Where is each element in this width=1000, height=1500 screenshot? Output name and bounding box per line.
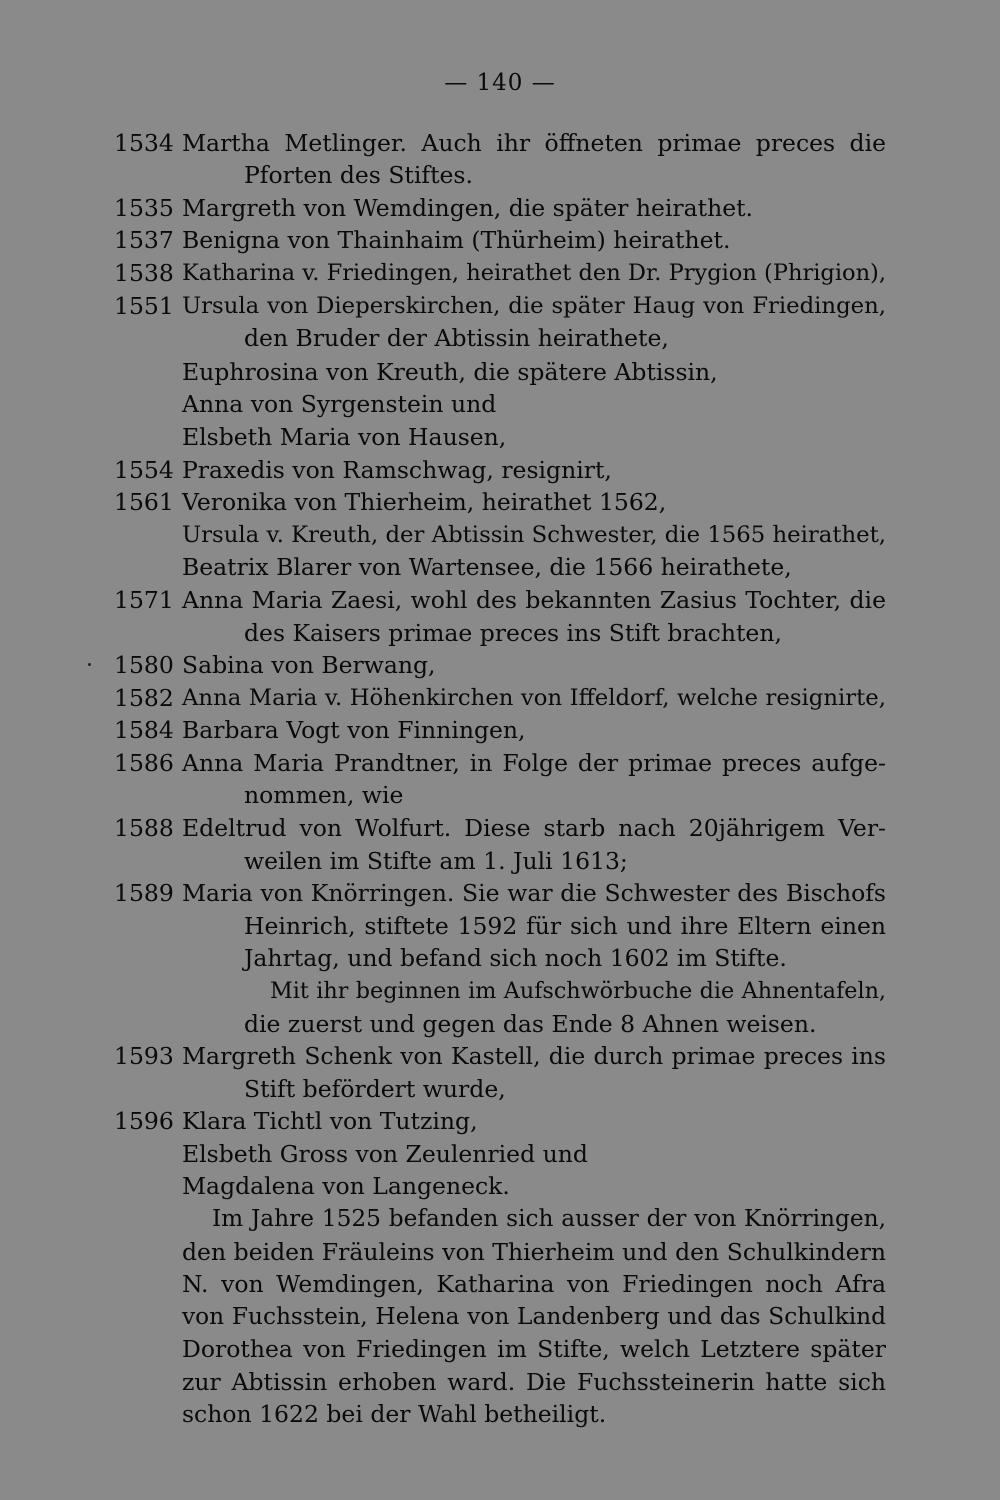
entry-continuation: Pforten des Stiftes.: [244, 161, 473, 189]
paragraph-text: schon 1622 bei der Wahl betheiligt.: [182, 1400, 607, 1428]
entry-text: Margreth von Wemdingen, die später heirathet.: [182, 194, 754, 222]
entry-continuation: den Bruder der Abtissin heirathete,: [244, 324, 669, 352]
paragraph-text: Im Jahre 1525 befanden sich ausser der von Knörringen,: [212, 1205, 886, 1232]
entry-year: 1551: [114, 292, 174, 320]
entry-text: Praxedis von Ramschwag, resignirt,: [182, 456, 612, 484]
entry-text: Klara Tichtl von Tutzing,: [182, 1107, 478, 1135]
entry-text: Anna Maria Zaesi, wohl des bekannten Zasius Tochter, die: [182, 586, 886, 614]
paragraph-text: zur Abtissin erhoben ward. Die Fuchssteinerin hatte sich: [182, 1368, 886, 1396]
entry-year: 1538: [114, 259, 174, 287]
entry-text: Margreth Schenk von Kastell, die durch primae preces ins: [182, 1042, 886, 1070]
margin-dot: [88, 663, 91, 666]
entry-text: Benigna von Thainhaim (Thürheim) heirathet.: [182, 226, 731, 254]
paragraph-text: N. von Wemdingen, Katharina von Friedingen noch Afra: [182, 1270, 886, 1298]
entry-year: 1561: [114, 488, 174, 516]
entry-year: 1588: [114, 814, 174, 842]
entry-year: 1534: [114, 129, 174, 157]
entry-text: Barbara Vogt von Finningen,: [182, 716, 526, 744]
entry-text: Elsbeth Maria von Hausen,: [182, 423, 507, 451]
entry-year: 1586: [114, 749, 174, 777]
entry-text: Edeltrud von Wolfurt. Diese starb nach 20jährigem Ver-: [182, 814, 886, 842]
entry-text: Magdalena von Langeneck.: [182, 1172, 510, 1200]
entry-continuation: weilen im Stifte am 1. Juli 1613;: [244, 847, 628, 875]
entry-year: 1554: [114, 456, 174, 484]
entry-text: Beatrix Blarer von Wartensee, die 1566 heirathete,: [182, 553, 792, 581]
entry-continuation: die zuerst und gegen das Ende 8 Ahnen weisen.: [244, 1010, 817, 1038]
paragraph-text: den beiden Fräuleins von Thierheim und den Schulkindern: [182, 1238, 886, 1266]
entry-continuation: Heinrich, stiftete 1592 für sich und ihre Eltern einen: [244, 912, 886, 940]
entry-year: 1596: [114, 1107, 174, 1135]
entry-text: Anna Maria Prandtner, in Folge der primae preces aufge-: [182, 749, 886, 777]
paragraph-text: von Fuchsstein, Helena von Landenberg und das Schulkind: [182, 1303, 886, 1330]
entry-year: 1535: [114, 194, 174, 222]
entry-continuation: Mit ihr beginnen im Aufschwörbuche die Ahnentafeln,: [270, 978, 886, 1004]
entry-continuation: nommen, wie: [244, 781, 404, 809]
entry-text: Anna Maria v. Höhenkirchen von Iffeldorf, welche resignirte,: [182, 685, 886, 711]
entry-year: 1580: [114, 651, 174, 679]
entry-text: Anna von Syrgenstein und: [182, 390, 497, 418]
entry-text: Maria von Knörringen. Sie war die Schwester des Bischofs: [182, 879, 886, 907]
entry-year: 1593: [114, 1042, 174, 1070]
entry-text: Martha Metlinger. Auch ihr öffneten primae preces die: [182, 129, 886, 157]
entry-text: Ursula von Dieperskirchen, die später Haug von Friedingen,: [182, 293, 886, 319]
entry-year: 1584: [114, 716, 174, 744]
entry-text: Sabina von Berwang,: [182, 651, 436, 679]
entry-text: Ursula v. Kreuth, der Abtissin Schwester, die 1565 heirathet,: [182, 522, 886, 548]
paragraph-text: Dorothea von Friedingen im Stifte, welch Letztere später: [182, 1335, 886, 1363]
entry-year: 1537: [114, 226, 174, 254]
entry-text: Veronika von Thierheim, heirathet 1562,: [182, 488, 667, 516]
entry-text: Euphrosina von Kreuth, die spätere Abtissin,: [182, 358, 718, 386]
entry-continuation: Jahrtag, und befand sich noch 1602 im Stifte.: [244, 944, 787, 972]
entry-continuation: Stift befördert wurde,: [244, 1075, 506, 1103]
entry-year: 1582: [114, 684, 174, 712]
page-number: — 140 —: [444, 70, 556, 96]
entry-year: 1589: [114, 879, 174, 907]
entry-text: Elsbeth Gross von Zeulenried und: [182, 1140, 588, 1168]
entry-text: Katharina v. Friedingen, heirathet den Dr. Prygion (Phrigion),: [182, 260, 886, 286]
entry-year: 1571: [114, 586, 174, 614]
entry-continuation: des Kaisers primae preces ins Stift brachten,: [244, 619, 782, 647]
